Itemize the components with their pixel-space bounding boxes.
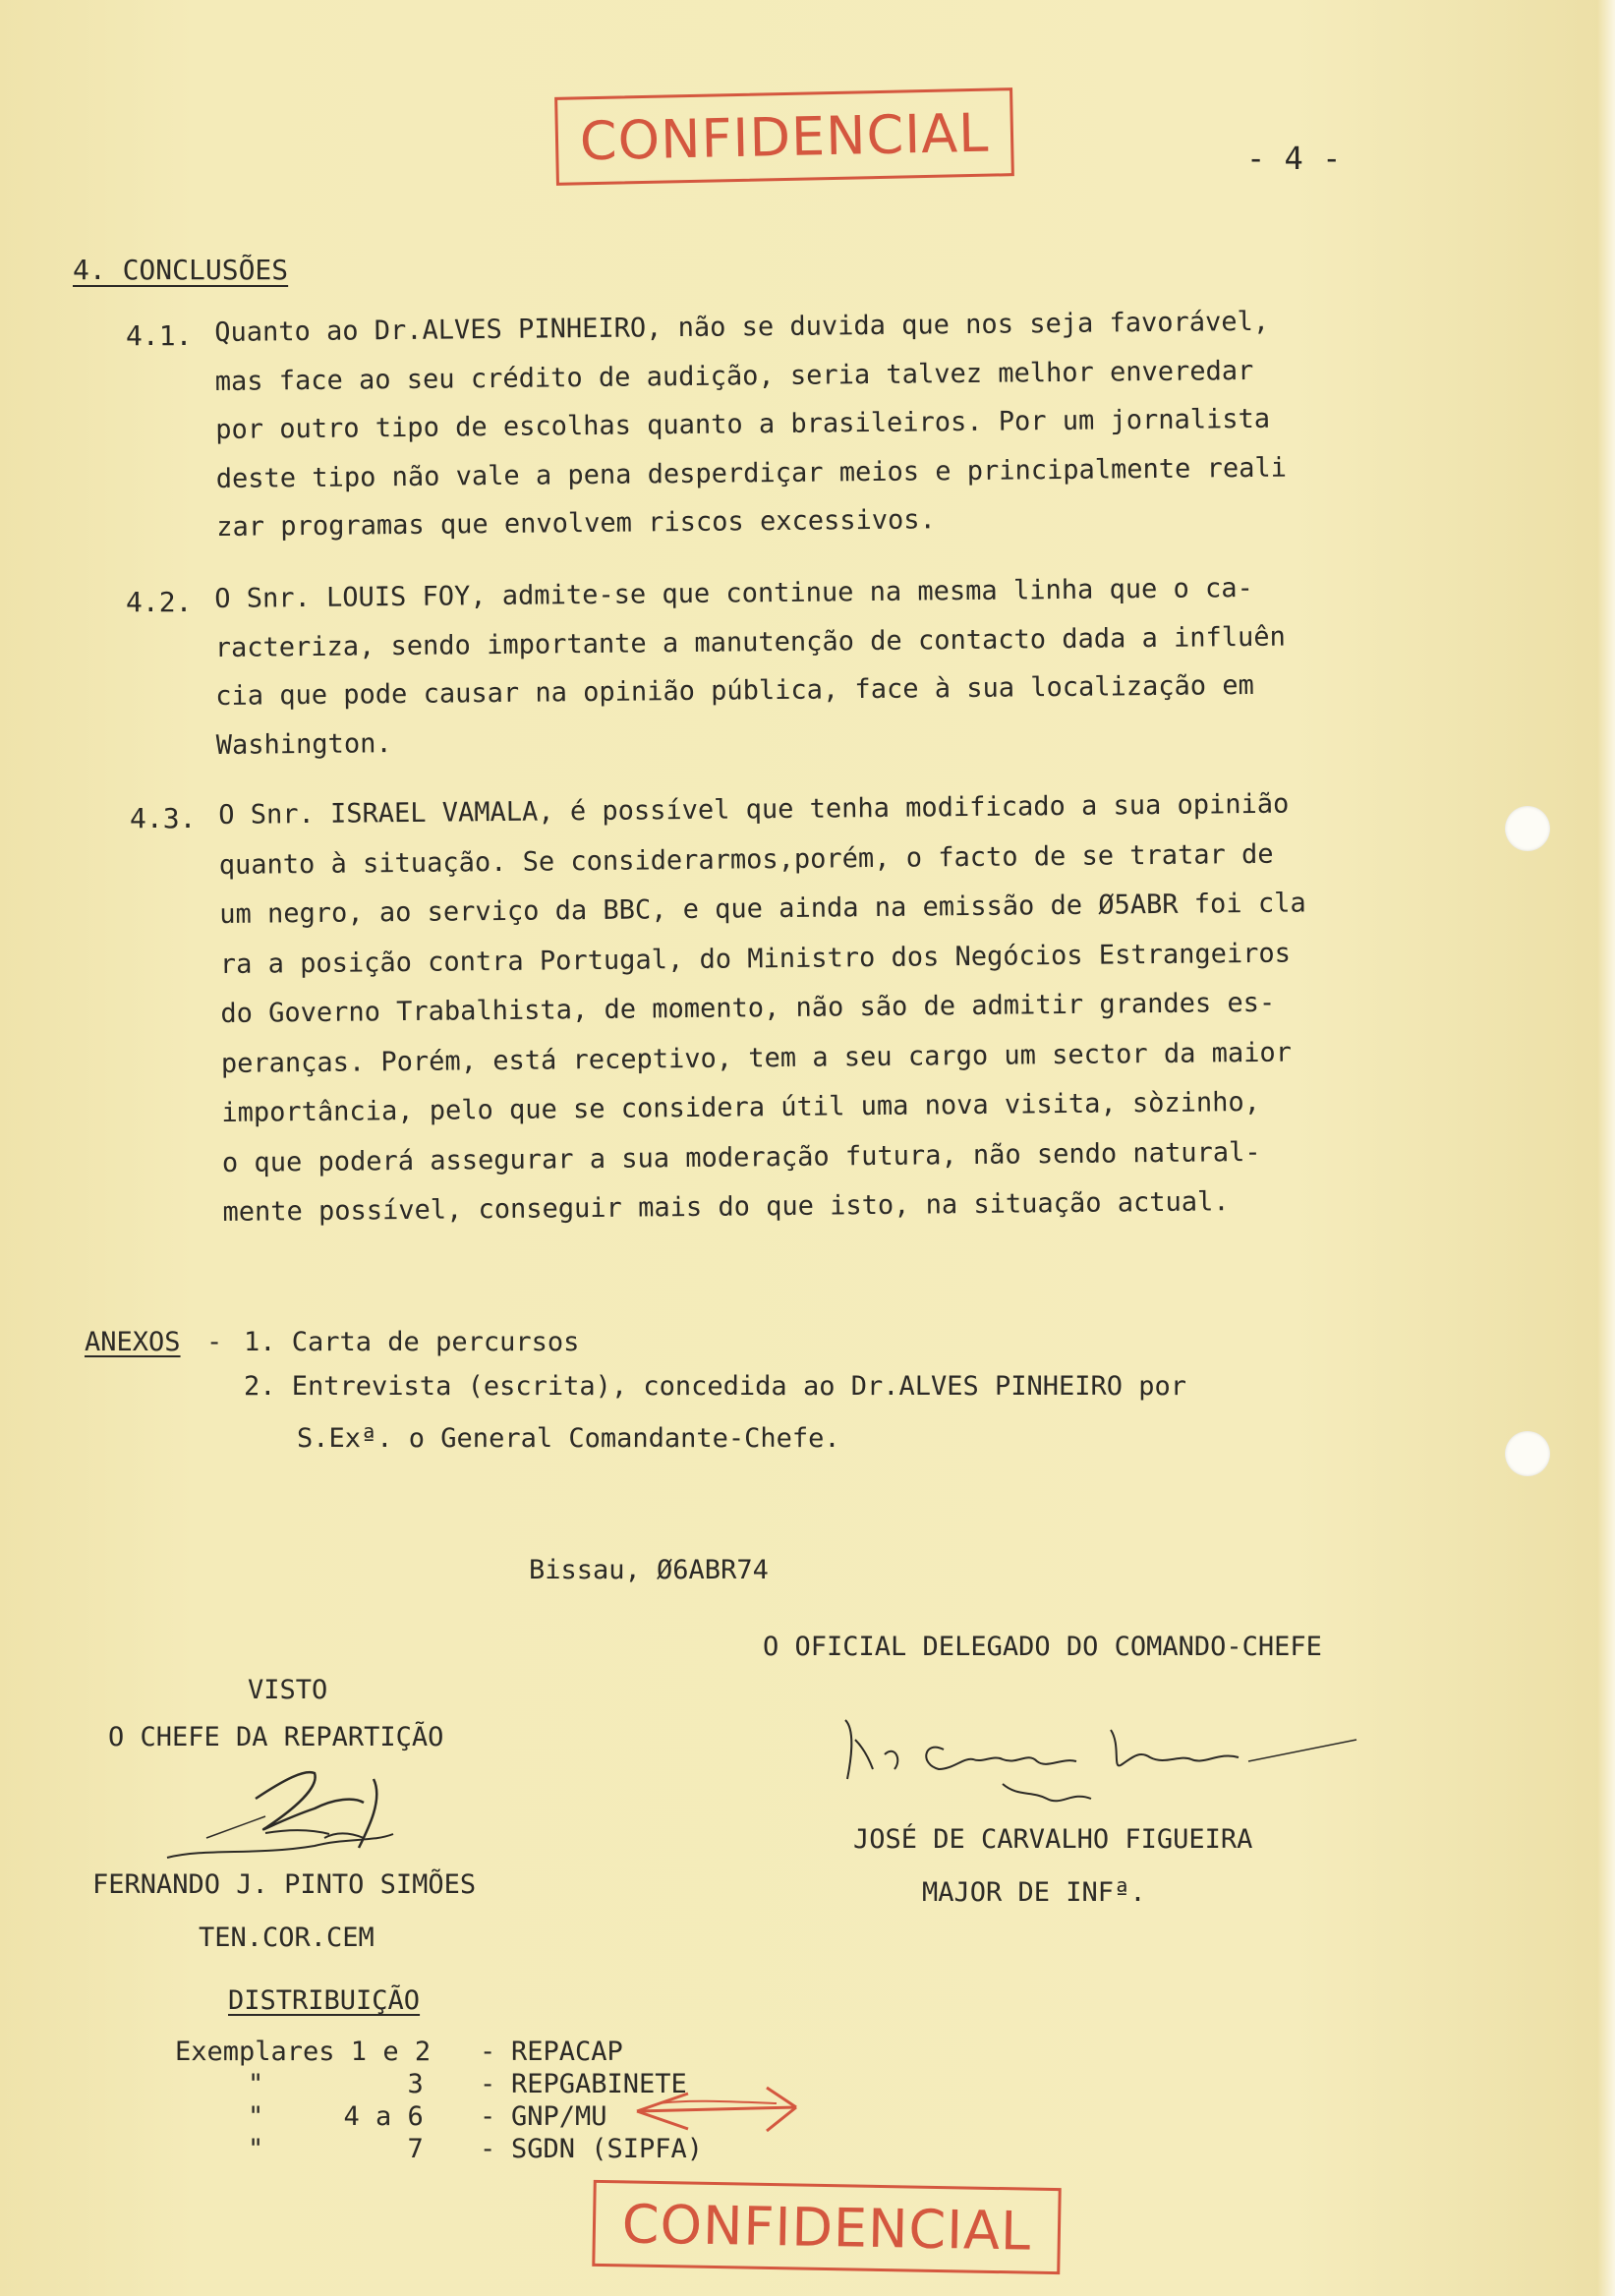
stamp-text: CONFIDENCIAL <box>579 101 990 173</box>
paragraph-line: peranças. Porém, está receptivo, tem a seu cargo um sector da maior <box>220 1037 1293 1079</box>
paragraph-line: importância, pelo que se considera útil uma nova visita, sòzinho, <box>221 1086 1261 1128</box>
confidential-stamp-top <box>554 87 1014 186</box>
distribution-dest: GNP/MU <box>511 2101 607 2132</box>
distribution-dash: - <box>480 2037 496 2067</box>
paragraph-4-3 <box>218 778 1403 1237</box>
paragraph-line: Quanto ao Dr.ALVES PINHEIRO, não se duvida que nos seja favorável, <box>214 306 1270 348</box>
chief-signature <box>147 1740 472 1877</box>
paragraph-line: mas face ao seu crédito de audição, seria talvez melhor enveredar <box>214 355 1254 397</box>
paragraph-line: ra a posição contra Portugal, do Ministro dos Negócios Estrangeiros <box>219 938 1292 980</box>
paragraph-4-2 <box>214 562 1396 770</box>
paragraph-line: um negro, ao serviço da BBC, e que ainda na emissão de Ø5ABR foi cla <box>219 888 1306 930</box>
red-arrow-icon <box>629 2082 806 2141</box>
chief-title: O CHEFE DA REPARTIÇÃO <box>108 1722 444 1752</box>
paragraph-line: cia que pode causar na opinião pública, face à sua localização em <box>215 669 1255 712</box>
visto-label: VISTO <box>248 1675 328 1705</box>
chief-name: FERNANDO J. PINTO SIMÕES <box>92 1869 477 1900</box>
officer-signature <box>826 1700 1376 1828</box>
distribution-dash: - <box>480 2134 496 2164</box>
distribution-copies: " 4 a 6 <box>248 2101 424 2132</box>
item-number: 4.2. <box>126 586 193 618</box>
distribution-dest: REPACAP <box>511 2037 623 2067</box>
punch-hole <box>1505 1431 1550 1476</box>
officer-rank: MAJOR DE INFª. <box>922 1877 1146 1908</box>
paragraph-line: mente possível, conseguir mais do que isto, na situação actual. <box>222 1186 1230 1228</box>
chief-rank: TEN.COR.CEM <box>199 1923 375 1953</box>
officer-title: O OFICIAL DELEGADO DO COMANDO-CHEFE <box>763 1632 1322 1662</box>
item-number: 4.1. <box>126 319 193 352</box>
paragraph-line: do Governo Trabalhista, de momento, não são de admitir grandes es- <box>220 987 1276 1029</box>
annexes-label <box>85 1327 181 1357</box>
distribution-dest: SGDN (SIPFA) <box>511 2134 704 2164</box>
paragraph-line: o que poderá assegurar a sua moderação futura, não sendo natural- <box>221 1136 1261 1178</box>
annex-entry: 1. Carta de percursos <box>244 1327 580 1357</box>
annex-entry: S.Exª. o General Comandante-Chefe. <box>297 1423 840 1454</box>
distribution-dest: REPGABINETE <box>511 2069 687 2099</box>
paragraph-line: deste tipo não vale a pena desperdiçar meios e principalmente reali <box>215 452 1288 494</box>
distribution-heading-text: DISTRIBUIÇÃO <box>228 1985 421 2016</box>
distribution-copies: " 7 <box>248 2134 424 2164</box>
distribution-copies: " 3 <box>248 2069 424 2099</box>
paragraph-line: O Snr. LOUIS FOY, admite-se que continue na mesma linha que o ca- <box>214 572 1253 614</box>
paragraph-line: quanto à situação. Se considerarmos,porém, o facto de se tratar de <box>218 838 1274 881</box>
place-date: Bissau, Ø6ABR74 <box>529 1555 769 1585</box>
punch-hole <box>1505 806 1550 851</box>
annexes-label-text: ANEXOS <box>85 1327 181 1357</box>
section-heading <box>73 254 288 286</box>
stamp-text: CONFIDENCIAL <box>621 2193 1032 2263</box>
confidential-stamp-bottom <box>592 2180 1061 2274</box>
paragraph-line: zar programas que envolvem riscos excessivos. <box>216 504 936 543</box>
distribution-dash: - <box>480 2069 496 2099</box>
section-heading-text: 4. CONCLUSÕES <box>73 254 289 286</box>
officer-name: JOSÉ DE CARVALHO FIGUEIRA <box>853 1824 1253 1855</box>
distribution-copies: Exemplares 1 e 2 <box>175 2037 432 2067</box>
paragraph-line: por outro tipo de escolhas quanto a brasileiros. Por um jornalista <box>215 403 1271 445</box>
paragraph-4-1 <box>214 296 1397 551</box>
item-number: 4.3. <box>130 802 197 834</box>
paragraph-line: O Snr. ISRAEL VAMALA, é possível que tenha modificado a sua opinião <box>218 788 1290 831</box>
distribution-heading <box>228 1985 420 2016</box>
page-number: - 4 - <box>1246 140 1342 177</box>
annexes-dash: - <box>206 1327 223 1357</box>
paper-edge <box>1597 0 1615 2296</box>
distribution-dash: - <box>480 2101 496 2132</box>
annex-entry: 2. Entrevista (escrita), concedida ao Dr.ALVES PINHEIRO por <box>244 1371 1187 1402</box>
paragraph-line: Washington. <box>215 727 392 761</box>
paragraph-line: racteriza, sendo importante a manutenção de contacto dada a influên <box>214 621 1287 663</box>
